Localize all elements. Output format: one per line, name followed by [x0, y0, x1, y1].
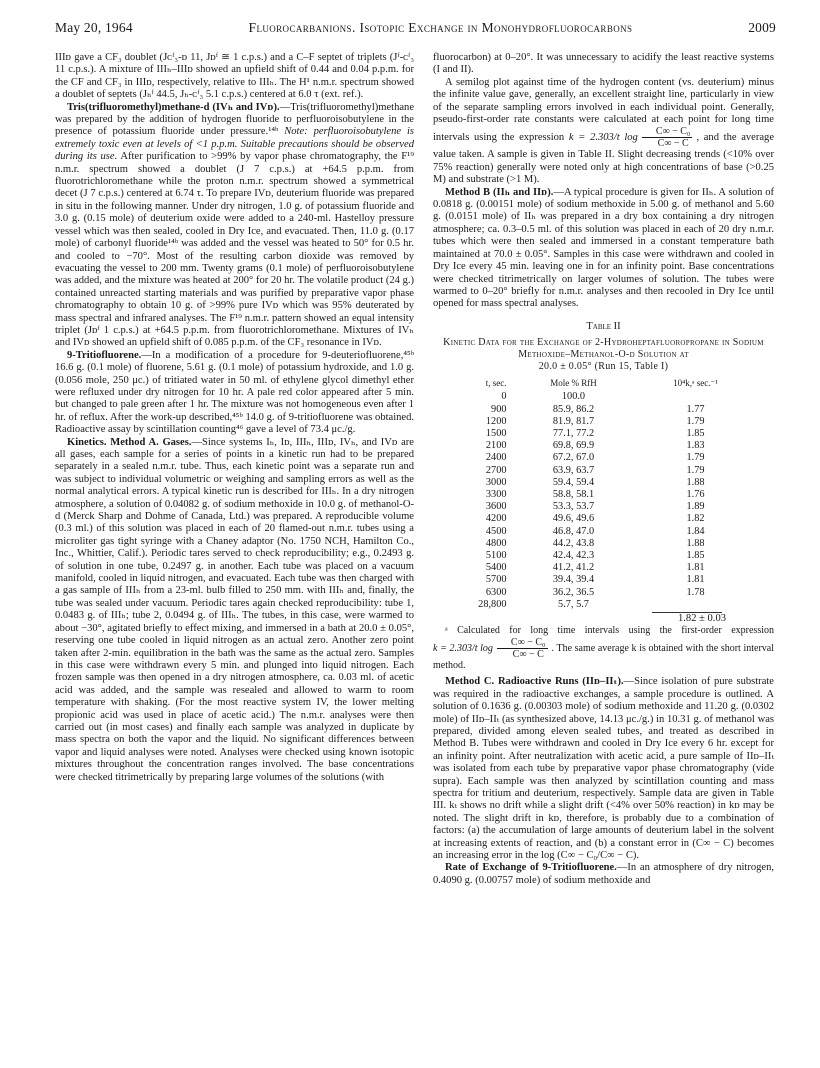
toxicity-note: Note: perfluoroisobutylene is extremely toxic even at levels of <1 p.p.m. Suitable precautions should be observed during its use.	[55, 126, 414, 163]
cell-time: 5100	[485, 549, 507, 561]
cell-mole-pct: 49.6, 49.6	[552, 513, 595, 525]
cell-k: 1.82	[686, 513, 705, 525]
col-header-mole-pct: Mole % RfH	[550, 378, 597, 389]
cell-mole-pct: 53.3, 53.7	[552, 501, 595, 513]
cell-time: 4500	[485, 525, 507, 537]
cell-time: 0	[501, 391, 507, 403]
footnote-equation-fraction	[497, 637, 548, 660]
section-heading-tris: Tris(trifluoromethyl)methane-d (IVₕ and IVᴅ).	[67, 101, 280, 113]
section-heading-method-a: Kinetics. Method A. Gases.	[67, 436, 192, 448]
table-row	[451, 440, 757, 452]
method-a-text: —Since systems Iₕ, Iᴅ, IIIₕ, IIIᴅ, IVₕ, and IVᴅ are all gases, each sample for a series of points in a kinetic run had to be prepared separately in a sealed n.m.r. tube. Thus, each kinetic point was a separate run and was subject to individual volumetric or weighing and sampling errors as well as the normal analytical errors. A typical kinetic run is described for IIIₕ. In a dry nitrogen atmosphere, a solution of 0.04082 g. of sodium methoxide in 10.0 g. of methanol-O-d (Merck Sharp and Dohme of Canada, Ltd.) was prepared. A reproducible volume (0.3 ml.) of this solution was placed in each of 20 flamed-out n.m.r. tubes using a microliter gas tight syringe with a Chaney adaptor (No. 1750 NCH, Hamilton Co., Inc., Whittier, Calif.). Periodic tares served to check reproducibility; e.g., 0.2493 g. of solution in one tube, 0.2497 g. in another. Each tube was placed on a vacuum manifold, cooled in liquid nitrogen, and evacuated. Each tube was then charged with a gas sample of IIIₕ from a 23-ml. bulb filled to 250 mm. with IIIₕ and, finally, the tube was sealed under vacuum. Periodic tares again checked reproducibility: tube 1, 0.0483 g. of IIIₕ; tube 2, 0.0494 g. of IIIₕ. The tubes, in this case, were warmed to about −30°, agitated briefly to effect mixing, and immersed in a bath at 20.0 ± 0.05°, reserving one tube cooled in liquid nitrogen as an actual zero. Another zero point taken after 2-min. equilibration in the bath was the same as the actual zero. Samples in this case were withdrawn every 5 min. and plunged into liquid nitrogen. Each frozen sample was then opened in a dry nitrogen atmosphere, ca. 0.03 ml. of acetic acid was added, and the sample was resealed and allowed to warm to room temperature with shaking. (For the most reactive system IV, the lower melting propionic acid was used in place of acetic acid.) The n.m.r. analyses were then carried out (in most cases) and finally each sample was analyzed in duplicate by mass spectra on both the vapor and the liquid. No significant differences between vapor and liquid analyses were noted. Analyses were checked using known isotopic mixtures throughout the concentration ranges involved. The base concentrations were checked titrimetrically by preparing large volumes of the solutions (with	[55, 436, 414, 783]
cell-k: 1.81	[686, 574, 705, 586]
cell-time: 28,800	[478, 598, 507, 610]
table-row	[451, 550, 757, 562]
cell-mole-pct: 39.4, 39.4	[552, 574, 595, 586]
cell-k	[635, 599, 757, 611]
table-caption-line1: Kinetic Data for the Exchange of 2-Hydroheptafluoropropane in Sodium Methoxide–Methanol-O-d Solution at	[443, 337, 764, 361]
cell-mole-pct: 46.8, 47.0	[552, 525, 595, 537]
cell-time: 4200	[485, 513, 507, 525]
footnote-equation-lhs: k = 2.303/t log	[433, 643, 493, 655]
paragraph-method-a	[55, 437, 414, 784]
footnote-equation	[433, 637, 552, 661]
footnote-text: ᵃ Calculated for long time intervals using the first-order expression	[445, 625, 774, 637]
table-row	[451, 391, 757, 403]
cell-mole-pct: 81.9, 81.7	[552, 415, 595, 427]
paragraph-tritiofluorene	[55, 350, 414, 437]
equation-denominator: C∞ − C	[657, 138, 689, 150]
cell-mole-pct: 69.8, 69.9	[552, 440, 595, 452]
cell-k: 1.85	[686, 427, 705, 439]
section-heading-tritiofluorene: 9-Tritiofluorene.	[67, 349, 142, 361]
footnote-equation-numerator: C∞ − C₀	[497, 637, 548, 649]
cell-mole-pct: 58.8, 58.1	[552, 488, 595, 500]
table-body	[451, 391, 757, 611]
rate-exchange-text: —In an atmosphere of dry nitrogen, 0.4090 g. (0.00757 mole) of sodium methoxide and	[433, 862, 775, 886]
footnote-text-rest: . The same average k is obtained with the short interval method.	[433, 643, 774, 672]
paragraph-iiid-nmr: IIIᴅ gave a CF₃ doublet (Jᴄᶠ₃‑ᴅ 11, Jᴅᶠ ≅ 1 c.p.s.) and a C–F septet of triplets (Jᶠ‑ᴄᶠ₃ 11 c.p.s.). A mixture of IIIₕ–IIIᴅ showed an upfield shift of 0.44 and 0.04 p.p.m. for the CF and CF₃ in IIIᴅ, respectively, relative to IIIₕ. The H¹ n.m.r. spectrum showed a doublet of septets (Jₕᶠ 44.5, Jₕ‑ᴄᶠ₃ 5.1 c.p.s.) centered at 6.0 τ (ext. ref.).	[55, 52, 414, 101]
col-header-time: t, sec.	[485, 378, 507, 389]
cell-time: 2700	[485, 464, 507, 476]
page-number: 2009	[748, 20, 776, 35]
table-label: Table II	[586, 320, 621, 332]
cell-time: 2400	[485, 452, 507, 464]
paragraph-method-b	[433, 187, 774, 311]
cell-k: 1.77	[686, 403, 705, 415]
tris-text-rest: After purification to >99% by vapor phase chromatography, the F¹⁹ n.m.r. spectrum showed a doublet (J 7 c.p.s.) at +64.5 p.p.m. from fluorotrichloromethane while the proton n.m.r. spectrum showed a symmetrical decet (J 7 c.p.s.) centered at 6.74 τ. To prepare IVᴅ, deuterium fluoride was prepared in situ in the following manner. Under dry nitrogen, 1.0 g. of potassium fluoride and 3.0 g. (0.15 mole) of deuterium oxide were added to a 240-ml. Hastelloy pressure vessel which was then sealed, cooled in Dry Ice, and evacuated. Then, 11.0 g. (0.17 mole) of carbonyl fluoride¹⁴ᵇ was added and the vessel was heated to 50° for 0.5 hr. and cooled to −70°. Most of the resulting carbon dioxide was removed by evacuating the vessel to 200 mm. Twenty grams (0.1 mole) of perfluoroisobutylene was added, and the mixture was heated at 200° for 20 hr. The volatile product (24 g.) contained unreacted starting materials and was purified by preparative vapor phase chromatography to obtain 10 g. of >99% pure IVᴅ which was 95% deuterated by mass spectral and infrared analyses. The F¹⁹ n.m.r. pattern showed an equal intensity triplet (Jᴅᶠ 1 c.p.s.) at +64.5 p.p.m. from fluorotrichloromethane. Mixtures of IVₕ and IVᴅ showed an upfield shift of 0.085 p.p.m. of the CF₃ resonance in IVᴅ.	[55, 151, 414, 349]
table-row	[451, 574, 757, 586]
left-column	[55, 52, 414, 784]
cell-mole-pct: 67.2, 67.0	[552, 452, 595, 464]
table-average-block	[500, 612, 744, 625]
cell-mole-pct: 44.2, 43.8	[552, 537, 595, 549]
paragraph-tris-methane	[55, 102, 414, 350]
table-row	[451, 489, 757, 501]
cell-k: 1.78	[686, 586, 705, 598]
equation-lhs: k = 2.303/t log	[568, 132, 638, 144]
section-heading-rate-exchange: Rate of Exchange of 9-Tritiofluorene.	[445, 862, 617, 874]
table-row	[451, 428, 757, 440]
cell-time: 5400	[485, 562, 507, 574]
table-row	[451, 477, 757, 489]
table-caption	[433, 337, 774, 373]
header-title: Fluorocarbanions. Isotopic Exchange in Monohydrofluorocarbons	[248, 20, 633, 35]
cell-time: 1200	[485, 415, 507, 427]
cell-mole-pct: 100.0	[561, 391, 586, 403]
equation-fraction	[642, 126, 693, 149]
footnote-equation-denominator: C∞ − C	[512, 649, 544, 661]
cell-mole-pct: 5.7, 5.7	[558, 598, 589, 610]
table-row	[451, 538, 757, 550]
cell-k: 1.81	[686, 562, 705, 574]
cell-time: 900	[491, 403, 507, 415]
paragraph-semilog	[433, 77, 774, 187]
table-header-row	[451, 377, 757, 391]
cell-time: 3300	[485, 488, 507, 500]
cell-mole-pct: 85.9, 86.2	[552, 403, 595, 415]
col-header-k: 10⁴k,ᵃ sec.⁻¹	[673, 378, 718, 389]
method-c-text: —Since isolation of pure substrate was required in the radioactive exchanges, a sample procedure is outlined. A solution of 0.1636 g. (0.00303 mole) of sodium methoxide and 11.20 g. (0.0302 mole) of IIᴅ–IIₜ (as synthesized above, 14.13 μc./g.) in 10.31 g. of methanol was prepared, divided among eleven sealed tubes, and treated as described in Method B. Tubes were withdrawn and cooled in Dry Ice every 6 hr. except for an infinity point. After neutralization with acetic acid, a pure sample of IIᴅ–IIₜ was isolated from each tube by preparative vapor phase chromatography (vide supra). Each sample was then analyzed by scintillation counting and mass spectra for tritium and deuterium, respectively. Sample data are given in Table III. kₜ shows no drift while a slight drift (<4% over 50% reaction) in kᴅ may be noted. The slight drift in kᴅ, therefore, is probably due to a combination of factors: (a) the accumulation of large amounts of deuterium label in the solvent at increasing extents of reaction, and (b) a constant error in (C∞ − C) becomes an increasing error in the log (C∞ − C₀/C∞ − C).	[433, 676, 774, 862]
cell-k: 1.88	[686, 537, 705, 549]
cell-time: 3600	[485, 501, 507, 513]
cell-k: 1.76	[686, 488, 705, 500]
table-footnote	[433, 625, 774, 672]
cell-k: 1.84	[686, 525, 705, 537]
cell-mole-pct: 77.1, 77.2	[552, 427, 595, 439]
cell-k: 1.79	[686, 452, 705, 464]
cell-time: 1500	[485, 427, 507, 439]
tris-text: —Tris(trifluoromethyl)methane was prepared by the addition of hydrogen fluoride to perfluoroisobutylene in the presence of potassium fluoride under pressure.¹⁴ᵇ	[55, 101, 414, 138]
section-heading-method-b: Method B (IIₕ and IIᴅ).	[445, 186, 554, 198]
cell-k	[635, 391, 757, 403]
cell-time: 3000	[485, 476, 507, 488]
paragraph-rate-exchange	[433, 862, 774, 887]
cell-mole-pct: 42.4, 42.3	[552, 549, 595, 561]
table-ii	[433, 321, 774, 673]
table-row	[451, 562, 757, 574]
table-row	[451, 526, 757, 538]
cell-k: 1.83	[686, 440, 705, 452]
cell-k: 1.88	[686, 476, 705, 488]
cell-k: 1.85	[686, 549, 705, 561]
cell-k: 1.79	[686, 464, 705, 476]
table-row	[451, 404, 757, 416]
table-row	[451, 599, 757, 611]
semilog-text-rest: , and the average value taken. A sample is given in Table II. Slight decreasing trends (<10% over 75% reaction) generally were noted only at high concentrations of base (>0.25 M) and substrate (>1 M).	[433, 132, 775, 186]
tritiofluorene-text: —In a modification of a procedure for 9-deuteriofluorene,⁴⁵ᵇ 16.6 g. (0.1 mole) of fluorene, 5.61 g. (0.1 mole) of potassium hydroxide, and 1.0 g. (0.056 mole, 250 μc.) of tritiated water in 50 ml. of ethylene glycol dimethyl ether were refluxed under dry nitrogen for 10 hr. A pale red color appeared after 5 min. but changed to pale green after 1 hr. The mixture was not homogeneous even after 1 hr. of reflux. After the work-up described,⁴⁵ᵇ 14.0 g. of 9-tritiofluorene was obtained. Radioactive assay by scintillation counting⁴⁶ gave a level of 73.4 μc./g.	[55, 349, 414, 436]
cell-time: 2100	[485, 440, 507, 452]
table-row	[451, 452, 757, 464]
section-heading-method-c: Method C. Radioactive Runs (IIᴅ–IIₜ).	[445, 676, 624, 688]
cell-time: 4800	[485, 537, 507, 549]
cell-mole-pct: 63.9, 63.7	[552, 464, 595, 476]
cell-time: 5700	[485, 574, 507, 586]
rate-equation	[568, 126, 697, 150]
semilog-text: A semilog plot against time of the hydrogen content (vs. deuterium) minus the infinite value gave, generally, an excellent straight line, particularly in view of the separate sampling errors involved in each individual point. Generally, pseudo-first-order rate constants were calculated at each point for long time intervals using the expression	[433, 76, 774, 144]
paragraph-continued: fluorocarbon) at 0–20°. It was unnecessary to acidify the least reactive systems (I and II).	[433, 52, 774, 76]
cell-mole-pct: 59.4, 59.4	[552, 476, 595, 488]
cell-mole-pct: 41.2, 41.2	[552, 562, 595, 574]
page-header	[55, 20, 776, 38]
table-row	[451, 501, 757, 513]
table-row	[451, 513, 757, 525]
method-b-text: —A typical procedure is given for IIₕ. A solution of 0.0818 g. (0.00151 mole) of sodium methoxide in 5.00 g. of methanol and 5.60 g. (0.0151 mole) of IIₕ was prepared in a dry box containing a dry nitrogen atmosphere; ca. 0.3–0.5 ml. of this solution was placed in each of 20 dry n.m.r. tubes which were then sealed and immersed in a constant temperature bath maintained at 70.0 ± 0.05°. Samples in this case were withdrawn and cooled in Dry Ice every 45 min. leaving one in for an infinity point. Base concentrations were checked titrimetrically on larger volumes of solution. The tubes were warmed to 0–20° briefly for n.m.r. analyses and then recooled in Dry Ice until opened for mass spectral analyses.	[433, 186, 775, 310]
table-row	[451, 587, 757, 599]
table-row	[451, 465, 757, 477]
table-row	[451, 416, 757, 428]
kinetic-data-table	[451, 377, 757, 611]
cell-mole-pct: 36.2, 36.5	[552, 586, 595, 598]
cell-k: 1.79	[686, 415, 705, 427]
cell-k: 1.89	[686, 501, 705, 513]
header-date: May 20, 1964	[55, 20, 133, 35]
cell-time: 6300	[485, 586, 507, 598]
paragraph-method-c	[433, 676, 774, 862]
table-caption-line2: 20.0 ± 0.05° (Run 15, Table I)	[538, 361, 669, 373]
table-average: 1.82 ± 0.03	[678, 612, 726, 624]
equation-numerator: C∞ − C₀	[642, 126, 693, 138]
right-column	[433, 52, 774, 887]
